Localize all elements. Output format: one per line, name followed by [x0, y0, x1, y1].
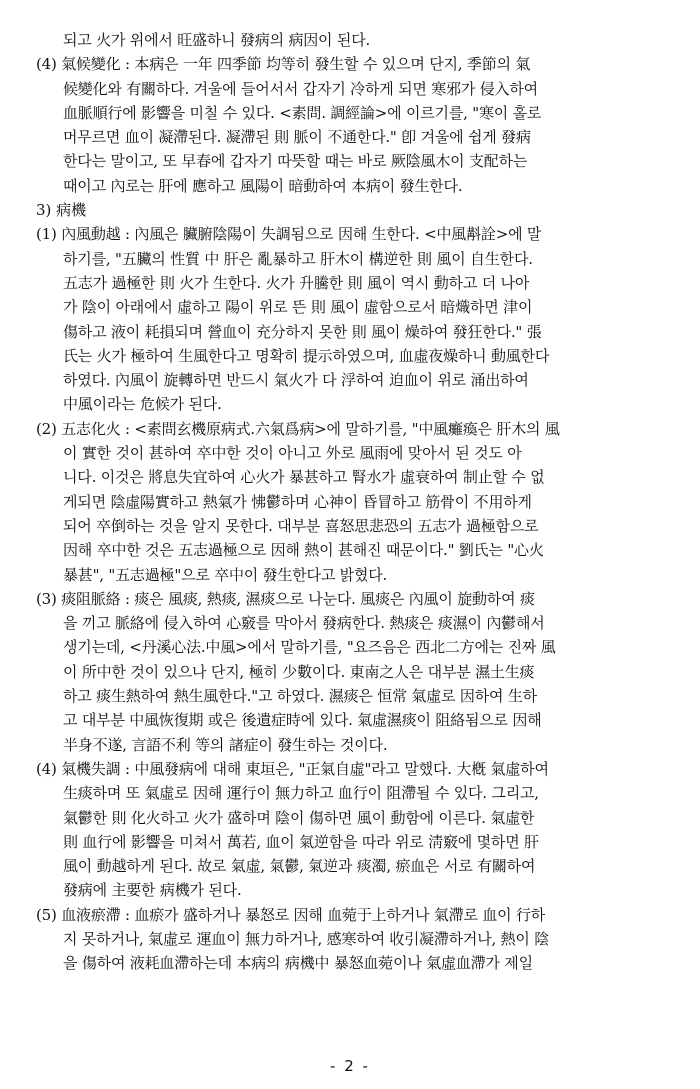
text-line: 하기를, "五臟의 性質 中 肝은 亂暴하고 肝木이 構逆한 則 風이 自生한다. [63, 249, 533, 268]
text-line: 風이 動越하게 된다. 故로 氣虛, 氣鬱, 氣逆과 痰濁, 瘀血은 서로 有關하여 [63, 857, 536, 876]
page-number: - 2 - [330, 1057, 370, 1075]
text-line: 지 못하거나, 氣虛로 運血이 無力하거나, 感寒하여 收引凝滯하거나, 熱이 陰 [63, 929, 550, 948]
section-heading-pathogenesis: 3) 病機 [36, 201, 87, 220]
text-line: 中風이라는 危候가 된다. [63, 395, 222, 414]
text-line: 때이고 內로는 肝에 應하고 風陽이 暗動하여 本病이 發生한다. [63, 176, 463, 195]
text-line: 生痰하며 또 氣虛로 因해 運行이 無力하고 血行이 阻滯될 수 있다. 그리고, [63, 784, 539, 803]
text-line: 氏는 火가 極하여 生風한다고 명확히 提示하였으며, 血虛夜燥하니 動風한다 [63, 346, 550, 365]
text-line: 則 血行에 影響을 미쳐서 萬若, 血이 氣逆함을 따라 위로 淸竅에 몇하면 肝 [63, 832, 539, 851]
text-line: 候變化와 有關하다. 겨울에 들어서서 갑자기 冷하게 되면 寒邪가 侵入하여 [63, 79, 538, 98]
text-line: 하였다. 內風이 旋轉하면 반드시 氣火가 다 浮하여 迫血이 위로 涌出하여 [63, 371, 529, 390]
text-line: 半身不遂, 言語不利 等의 諸症이 發生하는 것이다. [63, 735, 388, 754]
item-2-five-emotions-fire: (2) 五志化火 : <素問玄機原病式.六氣爲病>에 말하기를, "中風癱瘓은 肝木의 風 [36, 419, 560, 438]
text-line: 가 陰이 아래에서 虛하고 陽이 위로 뜬 則 風이 虛함으로서 暗熾하면 津이 [63, 298, 533, 317]
item-1-internal-wind: (1) 內風動越 : 內風은 臟腑陰陽이 失調됨으로 因해 生한다. <中風斠詮>에 말 [36, 225, 542, 244]
text-line: 因해 卒中한 것은 五志過極으로 因해 熱이 甚해진 때문이다." 劉氏는 "心火 [63, 541, 544, 560]
text-line: 고 대부분 中風恢復期 或은 後遺症時에 있다. 氣虛濕痰이 阻絡됨으로 因해 [63, 711, 542, 730]
text-line: 五志가 過極한 則 火가 生한다. 火가 升騰한 則 風이 역시 動하고 더 나아 [63, 273, 530, 292]
text-line: 한다는 말이고, 또 早春에 갑자기 따뜻할 때는 바로 厥陰風木이 支配하는 [63, 152, 528, 171]
text-line: 暴甚", "五志過極"으로 卒中이 發生한다고 밝혔다. [63, 565, 388, 584]
text-line: 이 所中한 것이 있으나 단지, 極히 少數이다. 東南之人은 대부분 濕土生痰 [63, 662, 535, 681]
text-line: 을 끼고 脈絡에 侵入하여 心竅를 막아서 發病한다. 熱痰은 痰濕이 內鬱해서 [63, 614, 545, 633]
section-4-climate-change: (4) 氣候變化 : 本病은 一年 四季節 均等히 發生할 수 있으며 단지, 季節의 氣 [36, 55, 531, 74]
text-line: 氣鬱한 則 化火하고 火가 盛하며 陰이 傷하면 風이 動함에 이른다. 氣虛한 [63, 808, 535, 827]
text-line: 생기는데, <丹溪心法.中風>에서 말하기를, "요즈음은 西北二方에는 진짜 風 [63, 638, 556, 657]
item-3-phlegm-obstruction: (3) 痰阻脈絡 : 痰은 風痰, 熱痰, 濕痰으로 나눈다. 風痰은 內風이 旋動하여 痰 [36, 589, 535, 608]
item-5-blood-stasis: (5) 血液瘀滯 : 血瘀가 盛하거나 暴怒로 因해 血菀于上하거나 氣滯로 血이 行하 [36, 905, 546, 924]
text-line: 을 傷하여 液耗血滯하는데 本病의 病機中 暴怒血菀이나 氣虛血滯가 제일 [63, 954, 533, 973]
text-line: 하고 痰生熱하여 熱生風한다."고 하였다. 濕痰은 恒常 氣虛로 因하여 生하 [63, 687, 537, 706]
text-line: 되어 卒倒하는 것을 알지 못한다. 대부분 喜怒思悲恐의 五志가 過極함으로 [63, 516, 539, 535]
text-line: 게되면 陰虛陽實하고 熱氣가 怫鬱하며 心神이 昏冒하고 筋骨이 不用하게 [63, 492, 532, 511]
text-line: 傷하고 液이 耗損되며 營血이 充分하지 못한 則 風이 燥하여 發狂한다." 張 [63, 322, 542, 341]
text-line: 머무르면 血이 凝滯된다. 凝滯된 則 脈이 不通한다." 卽 겨울에 쉽게 發病 [63, 128, 531, 147]
item-4-qi-dysfunction: (4) 氣機失調 : 中風發病에 대해 東垣은, "正氣自虛"라고 말했다. 大槪 氣虛하여 [36, 759, 549, 778]
text-line: 되고 火가 위에서 旺盛하니 發病의 病因이 된다. [63, 31, 371, 49]
text-line: 이 實한 것이 甚하여 卒中한 것이 아니고 外로 風雨에 맞아서 된 것도 아 [63, 444, 522, 463]
text-line: 發病에 主要한 病機가 된다. [63, 881, 242, 900]
text-line: 니다. 이것은 將息失宜하여 心火가 暴甚하고 腎水가 虛衰하여 制止할 수 없 [63, 468, 545, 487]
text-line: 血脈順行에 影響을 미칠 수 있다. <素問. 調經論>에 이르기를, "寒이 홀로 [63, 103, 542, 122]
